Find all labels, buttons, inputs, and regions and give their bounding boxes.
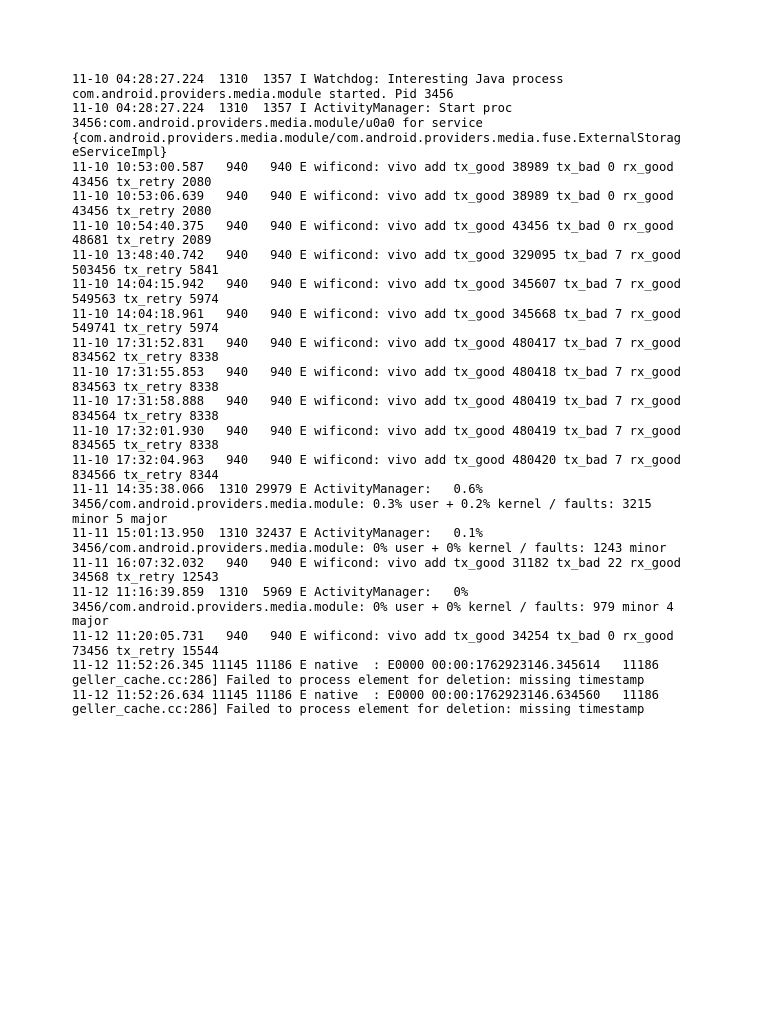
log-line: 834562 tx_retry 8338 [72,350,219,365]
log-line: eServiceImpl} [72,145,168,160]
log-line: 549741 tx_retry 5974 [72,321,219,336]
log-line: 11-10 10:53:00.587 940 940 E wificond: vivo add tx_good 38989 tx_bad 0 rx_good [72,159,674,174]
log-document [72,72,712,717]
log-line: 11-10 04:28:27.224 1310 1357 I ActivityManager: Start proc [72,101,513,116]
log-line: 834566 tx_retry 8344 [72,467,219,482]
log-line: 11-10 04:28:27.224 1310 1357 I Watchdog: Interesting Java process [72,72,564,86]
log-line: minor 5 major [72,511,168,526]
log-line: 3456/com.android.providers.media.module: 0.3% user + 0.2% kernel / faults: 3215 [72,497,652,512]
log-line: 43456 tx_retry 2080 [72,203,212,218]
log-line: 11-10 10:53:06.639 940 940 E wificond: vivo add tx_good 38989 tx_bad 0 rx_good [72,189,674,204]
log-line: 11-12 11:52:26.634 11145 11186 E native : E0000 00:00:1762923146.634560 11186 [72,687,659,702]
log-line: 549563 tx_retry 5974 [72,291,219,306]
log-line: 3456/com.android.providers.media.module: 0% user + 0% kernel / faults: 979 minor 4 [72,599,674,614]
log-line: 11-10 17:31:55.853 940 940 E wificond: vivo add tx_good 480418 tx_bad 7 rx_good [72,365,682,380]
log-line: 11-11 15:01:13.950 1310 32437 E ActivityManager: 0.1% [72,526,483,541]
log-line: 11-12 11:52:26.345 11145 11186 E native : E0000 00:00:1762923146.345614 11186 [72,658,659,673]
log-line: 34568 tx_retry 12543 [72,570,219,585]
log-line: 503456 tx_retry 5841 [72,262,219,277]
log-line: 11-10 17:32:04.963 940 940 E wificond: vivo add tx_good 480420 tx_bad 7 rx_good [72,453,682,468]
log-line: 3456/com.android.providers.media.module: 0% user + 0% kernel / faults: 1243 minor [72,541,667,555]
log-line: 11-10 10:54:40.375 940 940 E wificond: vivo add tx_good 43456 tx_bad 0 rx_good [72,218,674,233]
log-line: major [72,614,109,629]
log-line: 834563 tx_retry 8338 [72,379,219,394]
log-line: 834564 tx_retry 8338 [72,409,219,424]
log-line: 11-10 17:32:01.930 940 940 E wificond: vivo add tx_good 480419 tx_bad 7 rx_good [72,423,682,438]
log-line: 834565 tx_retry 8338 [72,438,219,453]
log-line: 11-10 13:48:40.742 940 940 E wificond: vivo add tx_good 329095 tx_bad 7 rx_good [72,247,682,262]
log-line: 73456 tx_retry 15544 [72,643,219,658]
log-line: 11-10 14:04:15.942 940 940 E wificond: vivo add tx_good 345607 tx_bad 7 rx_good [72,277,682,292]
log-line: 11-11 16:07:32.032 940 940 E wificond: vivo add tx_good 31182 tx_bad 22 rx_good [72,555,682,570]
log-line: geller_cache.cc:286] Failed to process element for deletion: missing timestamp [72,702,645,717]
log-line: 43456 tx_retry 2080 [72,174,212,189]
log-line: 3456:com.android.providers.media.module/u0a0 for service [72,115,483,130]
log-line: 11-10 17:31:58.888 940 940 E wificond: vivo add tx_good 480419 tx_bad 7 rx_good [72,394,682,409]
log-line: 11-11 14:35:38.066 1310 29979 E ActivityManager: 0.6% [72,482,483,497]
log-line: 11-12 11:20:05.731 940 940 E wificond: vivo add tx_good 34254 tx_bad 0 rx_good [72,628,674,643]
log-line: 11-10 14:04:18.961 940 940 E wificond: vivo add tx_good 345668 tx_bad 7 rx_good [72,306,682,321]
log-line: geller_cache.cc:286] Failed to process element for deletion: missing timestamp [72,672,645,687]
log-line: com.android.providers.media.module started. Pid 3456 [72,86,454,101]
log-line: 11-10 17:31:52.831 940 940 E wificond: vivo add tx_good 480417 tx_bad 7 rx_good [72,335,682,350]
log-line: 11-12 11:16:39.859 1310 5969 E ActivityManager: 0% [72,584,469,599]
log-line: 48681 tx_retry 2089 [72,233,212,248]
log-line: {com.android.providers.media.module/com.android.providers.media.fuse.ExternalStorag [72,130,682,145]
